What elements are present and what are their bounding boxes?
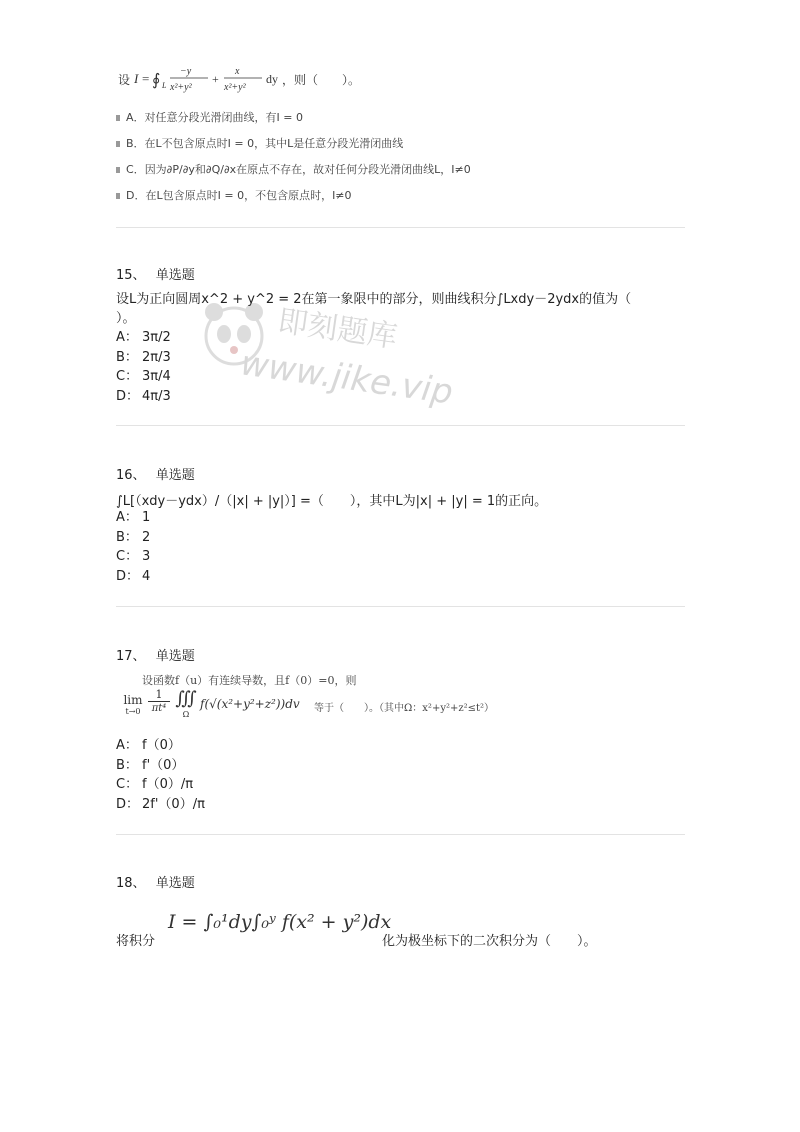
option-label: D： bbox=[116, 796, 140, 812]
q14-option-c[interactable] bbox=[116, 157, 676, 183]
option-text: f（0） bbox=[142, 738, 181, 753]
watermark bbox=[200, 288, 456, 418]
svg-text:∮: ∮ bbox=[152, 70, 161, 89]
option-text: 对任意分段光滑闭曲线，有I = 0 bbox=[144, 111, 303, 124]
option-label: A： bbox=[116, 510, 138, 525]
q18-suffix: 化为极坐标下的二次积分为（ ）。 bbox=[382, 934, 597, 949]
q18-prefix: 将积分 bbox=[116, 934, 156, 949]
svg-text:−y: −y bbox=[180, 66, 192, 77]
question-number: 18、 bbox=[116, 876, 146, 891]
question-type: 单选题 bbox=[155, 876, 195, 891]
svg-text:x²+y²: x²+y² bbox=[224, 82, 246, 93]
option-label: B： bbox=[116, 349, 138, 365]
option-text: 3π/4 bbox=[142, 369, 171, 385]
q15-stem-line2: ）。 bbox=[116, 311, 136, 326]
q14-stem-prefix: 设 bbox=[118, 73, 131, 87]
option-label: D： bbox=[116, 388, 140, 404]
option-text: 在L包含原点时I = 0，不包含原点时，I≠0 bbox=[145, 189, 352, 202]
q17-option-b[interactable] bbox=[116, 756, 205, 776]
q14-options bbox=[116, 105, 676, 209]
option-label: A： bbox=[116, 738, 138, 753]
fraction-denominator: πt⁴ bbox=[151, 703, 167, 714]
q17-stem-line1: 设函数f（u）有连续导数，且f（0）=0，则 bbox=[142, 674, 357, 687]
fraction-numerator: 1 bbox=[148, 688, 170, 702]
q18-header bbox=[116, 872, 195, 891]
svg-text:x: x bbox=[235, 66, 240, 77]
q15-option-c[interactable] bbox=[116, 367, 171, 387]
divider bbox=[116, 606, 685, 607]
watermark-brand: 即刻题库 bbox=[275, 303, 400, 356]
svg-text:L: L bbox=[162, 81, 167, 90]
q17-triple-integral bbox=[174, 688, 198, 720]
question-type: 单选题 bbox=[155, 468, 195, 483]
option-text: 2 bbox=[142, 529, 151, 545]
divider bbox=[116, 834, 685, 835]
option-label: A： bbox=[116, 330, 138, 345]
q17-lim bbox=[118, 694, 148, 717]
question-type: 单选题 bbox=[155, 649, 195, 664]
question-type: 单选题 bbox=[155, 268, 195, 283]
q17-option-a[interactable] bbox=[116, 736, 205, 756]
q15-stem-line1: 设L为正向圆周x^2 + y^2 = 2在第一象限中的部分，则曲线积分∫Lxdy－2ydx的值为（ bbox=[116, 292, 632, 307]
option-text: 因为∂P/∂y和∂Q/∂x在原点不存在，故对任何分段光滑闭曲线L，I≠0 bbox=[144, 163, 471, 176]
option-text: f'（0） bbox=[142, 757, 185, 773]
q17-stem-image bbox=[118, 668, 678, 730]
q16-stem: ∫L[（xdy－ydx）/（|x| + |y|）] =（ ），其中L为|x| + |y| = 1的正向。 bbox=[116, 494, 548, 509]
option-text: 3 bbox=[142, 549, 151, 565]
integral-region: Ω bbox=[182, 710, 190, 719]
option-text: 在L不包含原点时I = 0，其中L是任意分段光滑闭曲线 bbox=[144, 137, 404, 150]
q16-options bbox=[116, 508, 150, 586]
q15-header bbox=[116, 264, 195, 283]
option-label: B： bbox=[116, 757, 138, 773]
svg-text:=: = bbox=[142, 71, 150, 86]
q14-option-a[interactable] bbox=[116, 105, 676, 131]
q17-fraction bbox=[148, 688, 170, 716]
q14-stem bbox=[118, 62, 678, 98]
q16-header bbox=[116, 464, 195, 483]
divider bbox=[116, 227, 685, 228]
q17-equals-text: 等于（ ）。（其中Ω：x²+y²+z²≤t²） bbox=[314, 703, 495, 714]
q17-option-c[interactable] bbox=[116, 775, 205, 795]
option-label: D： bbox=[116, 568, 140, 584]
q16-option-d[interactable] bbox=[116, 567, 150, 587]
svg-text:I: I bbox=[134, 71, 139, 86]
q14-stem-suffix: ，则（ ）。 bbox=[282, 73, 361, 87]
bullet-icon bbox=[116, 193, 120, 199]
watermark-url: www.jike.vip bbox=[238, 343, 456, 413]
option-text: f（0）/π bbox=[142, 777, 194, 793]
q14-option-b[interactable] bbox=[116, 131, 676, 157]
lim-subscript: t→0 bbox=[125, 707, 141, 716]
question-number: 15、 bbox=[116, 268, 146, 283]
q14-option-d[interactable] bbox=[116, 183, 676, 209]
svg-text:x²+y²: x²+y² bbox=[170, 82, 192, 93]
q17-integrand: f(√(x²+y²+z²))dv bbox=[200, 697, 300, 711]
q16-option-c[interactable] bbox=[116, 547, 150, 567]
option-text: 4 bbox=[142, 568, 151, 584]
q16-option-b[interactable] bbox=[116, 528, 150, 548]
bullet-icon bbox=[116, 115, 120, 121]
q15-option-a[interactable] bbox=[116, 328, 171, 348]
q17-header bbox=[116, 645, 195, 664]
option-text: 2π/3 bbox=[142, 349, 171, 365]
option-text: 2f'（0）/π bbox=[142, 796, 205, 812]
option-label: B： bbox=[116, 529, 138, 545]
option-label: D． bbox=[126, 189, 146, 202]
q15-option-d[interactable] bbox=[116, 387, 171, 407]
q15-options bbox=[116, 328, 171, 406]
q17-options bbox=[116, 736, 205, 814]
option-label: C： bbox=[116, 549, 139, 565]
triple-integral-sign: ∭ bbox=[175, 688, 197, 709]
svg-text:dy: dy bbox=[266, 72, 278, 86]
question-number: 16、 bbox=[116, 468, 146, 483]
q15-option-b[interactable] bbox=[116, 348, 171, 368]
option-label: C： bbox=[116, 369, 139, 385]
question-number: 17、 bbox=[116, 649, 146, 664]
lim-text: lim bbox=[123, 693, 143, 707]
q18-formula: I = ∫₀¹dy∫₀ʸ f(x² + y²)dx bbox=[168, 911, 392, 933]
q16-option-a[interactable] bbox=[116, 508, 150, 528]
option-label: A． bbox=[126, 111, 145, 124]
option-text: 4π/3 bbox=[142, 388, 171, 404]
divider bbox=[116, 425, 685, 426]
bullet-icon bbox=[116, 141, 120, 147]
option-label: C： bbox=[116, 777, 139, 793]
option-text: 3π/2 bbox=[142, 330, 171, 345]
bullet-icon bbox=[116, 167, 120, 173]
q14-formula bbox=[132, 62, 307, 98]
svg-text:+: + bbox=[212, 72, 219, 86]
option-label: B． bbox=[126, 137, 145, 150]
q17-option-d[interactable] bbox=[116, 795, 205, 815]
option-label: C． bbox=[126, 163, 145, 176]
option-text: 1 bbox=[142, 510, 151, 525]
